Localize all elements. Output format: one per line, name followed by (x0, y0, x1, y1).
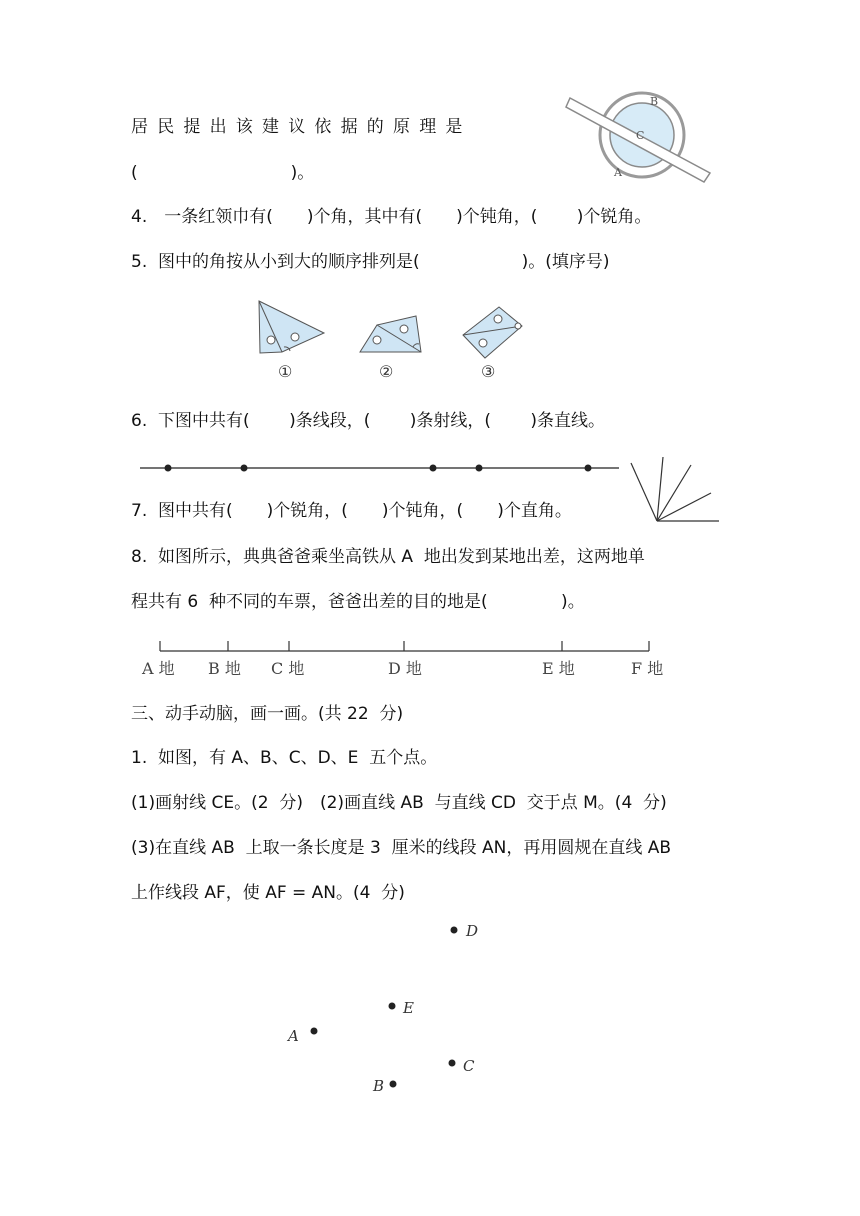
five-points-figure (270, 910, 510, 1100)
station-d: D 地 (388, 659, 422, 678)
compass-ring-figure (560, 88, 720, 188)
section3-heading: 三、动手动脑，画一画。(共 22 分) (131, 704, 404, 724)
point-label-c: C (463, 1057, 475, 1075)
point-label-d: D (466, 922, 479, 940)
triangle-figure-3 (463, 307, 522, 381)
point-label-e: E (403, 999, 414, 1017)
angle-triangles-figure (250, 295, 540, 387)
q3-answer-blank: ( )。 (131, 163, 315, 183)
q3-line1: 居民提出该建议依据的原理是 (131, 117, 472, 137)
section3-q1-intro: 1. 如图，有 A、B、C、D、E 五个点。 (131, 748, 438, 768)
q8-line1: 8. 如图所示，典典爸爸乘坐高铁从 A 地出发到某地出差，这两地单 (131, 547, 645, 567)
ring-label-b: B (650, 95, 659, 108)
figure-label-3: ③ (481, 362, 496, 381)
station-f: F 地 (631, 659, 664, 678)
q5-text: 5. 图中的角按从小到大的顺序排列是( )。(填序号) (131, 252, 610, 272)
point-label-b: B (373, 1077, 385, 1095)
figure-label-1: ① (278, 362, 293, 381)
section3-q1-part3-line2: 上作线段 AF，使 AF = AN。(4 分) (131, 883, 405, 903)
q7-text: 7. 图中共有( )个锐角，( )个钝角，( )个直角。 (131, 501, 572, 521)
q6-text: 6. 下图中共有( )条线段，( )条射线，( )条直线。 (131, 411, 606, 431)
station-c: C 地 (271, 659, 305, 678)
railway-stations-figure (140, 636, 680, 682)
ring-label-a: A (614, 166, 622, 179)
section3-q1-part3-line1: (3)在直线 AB 上取一条长度是 3 厘米的线段 AN，再用圆规在直线 AB (131, 838, 672, 858)
triangle-figure-2 (360, 316, 421, 381)
point-label-a: A (288, 1027, 299, 1045)
section3-q1-part12: (1)画射线 CE。(2 分) (2)画直线 AB 与直线 CD 交于点 M。(4 分) (131, 793, 667, 813)
station-a: A 地 (142, 659, 175, 678)
q8-line2: 程共有 6 种不同的车票，爸爸出差的目的地是( )。 (131, 592, 585, 612)
q4-text: 4. 一条红领巾有( )个角，其中有( )个钝角，( )个锐角。 (131, 207, 652, 227)
station-e: E 地 (542, 659, 575, 678)
triangle-figure-1 (259, 301, 324, 381)
station-b: B 地 (208, 659, 241, 678)
line-with-points-figure (135, 455, 625, 481)
figure-label-2: ② (379, 362, 394, 381)
rays-angle-figure (625, 455, 725, 527)
ring-label-c: C (636, 129, 645, 142)
